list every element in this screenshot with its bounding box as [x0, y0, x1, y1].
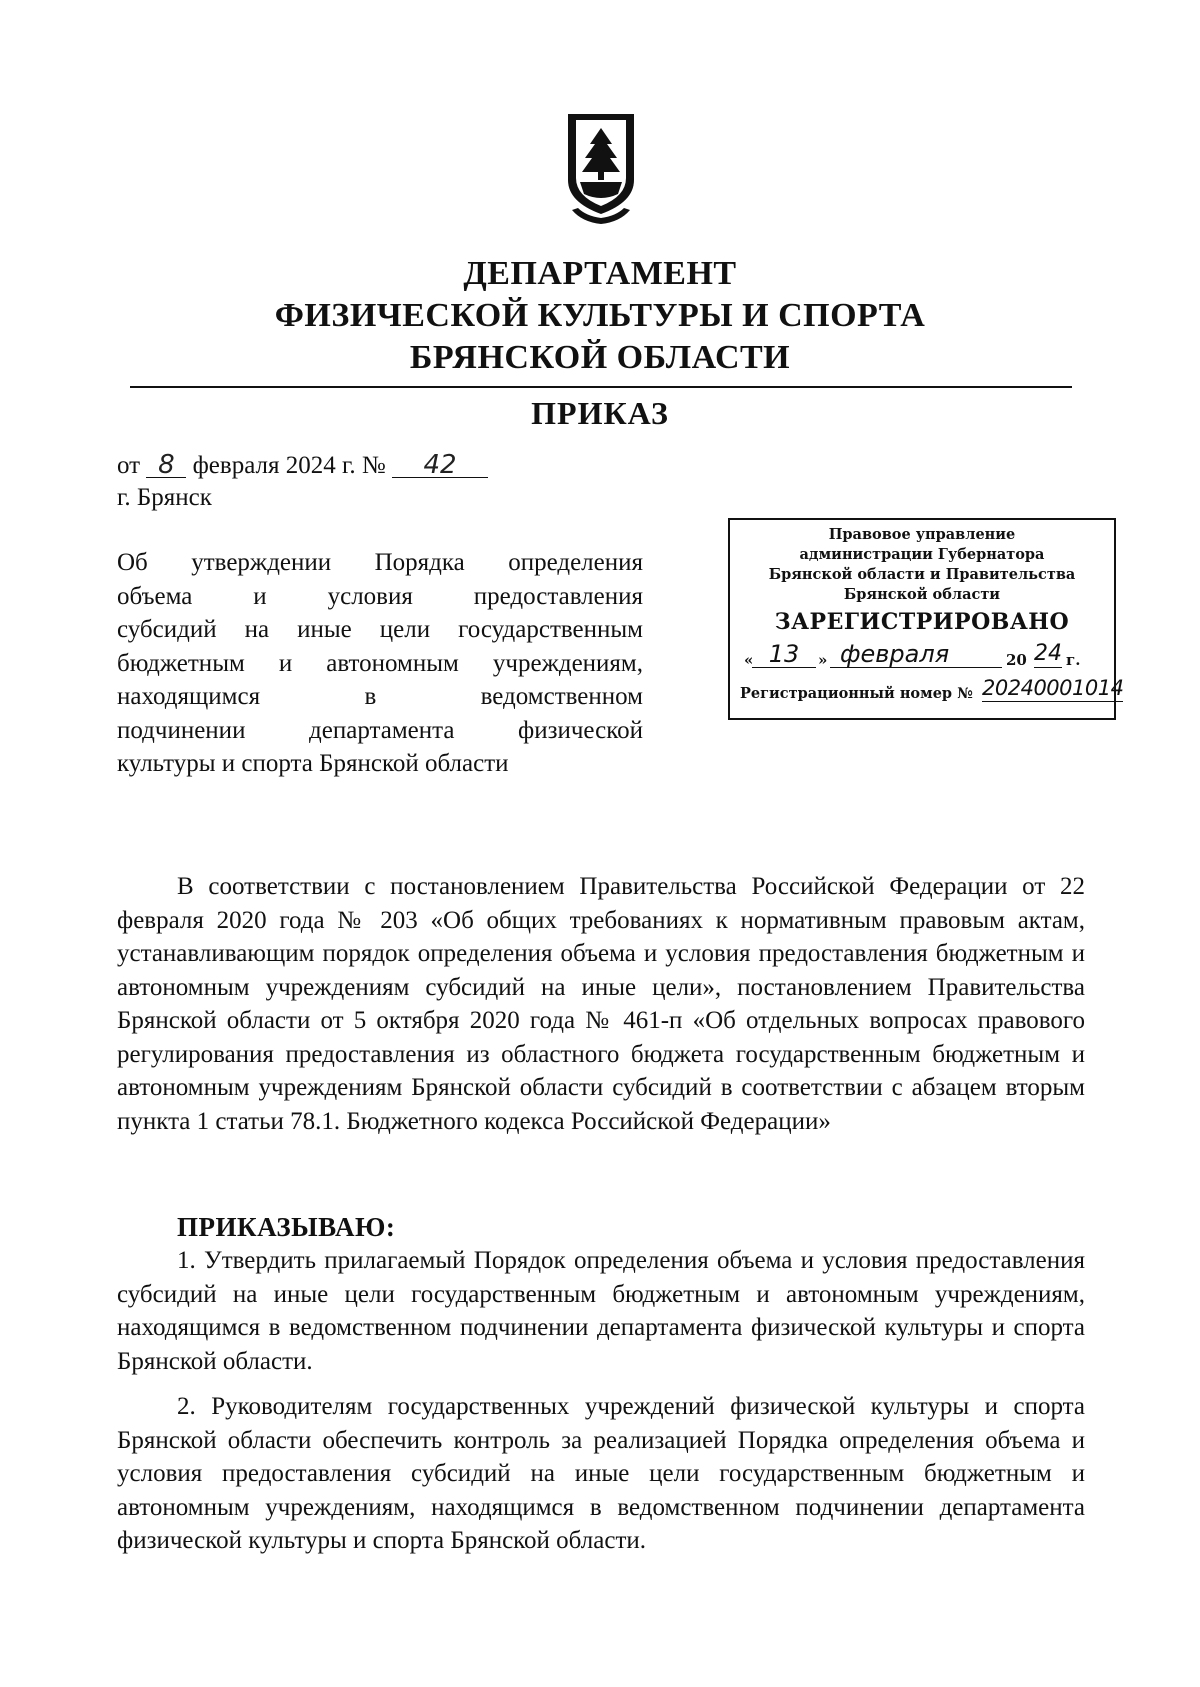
order-item-2: 2. Руководителям государственных учреждений физической культуры и спорта Брянской области обеспечить контроль за реализацией Порядка определения объема и условия предоставления субсидий на иные цели государственным бюджетным и автономным учреждениям, находящимся в ведомственном подчинении департамента физической культуры и спорта Брянской области. — [117, 1393, 1085, 1554]
city: г. Брянск — [117, 484, 212, 511]
registration-stamp — [728, 518, 1124, 720]
department-name-line-3: БРЯНСКОЙ ОБЛАСТИ — [409, 339, 791, 376]
date-prefix: от — [117, 452, 141, 479]
stamp-line: Правовое управление — [828, 526, 1016, 543]
stamp-handwritten-reg-number: 20240001014 — [982, 676, 1124, 700]
stamp-line: Брянской области и Правительства — [768, 566, 1076, 583]
subject-line: бюджетным и автономным учреждениям, — [117, 649, 643, 677]
subject-line: субсидий на иные цели государственным — [117, 616, 643, 643]
handwritten-order-number: 42 — [392, 453, 488, 478]
subject-line: находящимся в ведомственном — [117, 683, 643, 710]
subject-line: Об утверждении Порядка определения — [117, 549, 643, 576]
stamp-handwritten-month: февраля — [830, 641, 1002, 668]
order-directive-heading: ПРИКАЗЫВАЮ: — [177, 1212, 396, 1242]
stamp-registration-number-line — [730, 675, 1124, 705]
stamp-year-prefix: 20 — [1006, 651, 1027, 669]
stamp-line: Брянской области — [843, 586, 1001, 603]
subject-line: объема и условия предоставления — [117, 582, 643, 610]
document-type-title: ПРИКАЗ — [531, 395, 669, 431]
order-subject — [117, 546, 643, 781]
department-name-line-2: ФИЗИЧЕСКОЙ КУЛЬТУРЫ И СПОРТА — [274, 297, 926, 334]
stamp-registered-label: ЗАРЕГИСТРИРОВАНО — [774, 609, 1070, 635]
handwritten-day: 8 — [146, 453, 186, 478]
stamp-handwritten-year: 24 — [1034, 641, 1062, 666]
stamp-reg-label: Регистрационный номер № — [740, 685, 973, 702]
stamp-handwritten-day: 13 — [752, 641, 816, 668]
subject-line: культуры и спорта Брянской области — [117, 750, 509, 777]
stamp-line: администрации Губернатора — [799, 546, 1045, 563]
order-date-line — [117, 450, 488, 482]
stamp-year-suffix: г. — [1066, 651, 1081, 669]
date-month-year: февраля 2024 г. № — [192, 452, 386, 479]
coat-of-arms-emblem — [562, 110, 640, 228]
stamp-quote-close: » — [818, 651, 828, 669]
header-divider — [130, 386, 1072, 388]
order-item-1: 1. Утвердить прилагаемый Порядок определения объема и условия предоставления субсидий на иные цели государственным бюджетным и автономным учреждениям, находящимся в ведомственном подчинении департамента физической культуры и спорта Брянской области. — [117, 1247, 1085, 1375]
stamp-date-line — [730, 637, 1114, 675]
preamble-paragraph: В соответствии с постановлением Правительства Российской Федерации от 22 февраля 2020 года № 203 «Об общих требованиях к нормативным правовым актам, устанавливающим порядок определения объема и условия предоставления бюджетным и автономным учреждениям субсидий на иные цели», постановлением Правительства Брянской области от 5 октября 2020 года № 461-п «Об отдельных вопросах правового регулирования предоставления из областного бюджета государственным бюджетным и автономным учреждениям Брянской области субсидий в соответствии с абзацем вторым пункта 1 статьи 78.1. Бюджетного кодекса Российской Федерации» — [117, 873, 1085, 1135]
stamp-quote-open: « — [744, 651, 754, 669]
department-name-line-1: ДЕПАРТАМЕНТ — [463, 255, 737, 292]
subject-line: подчинении департамента физической — [117, 716, 643, 744]
